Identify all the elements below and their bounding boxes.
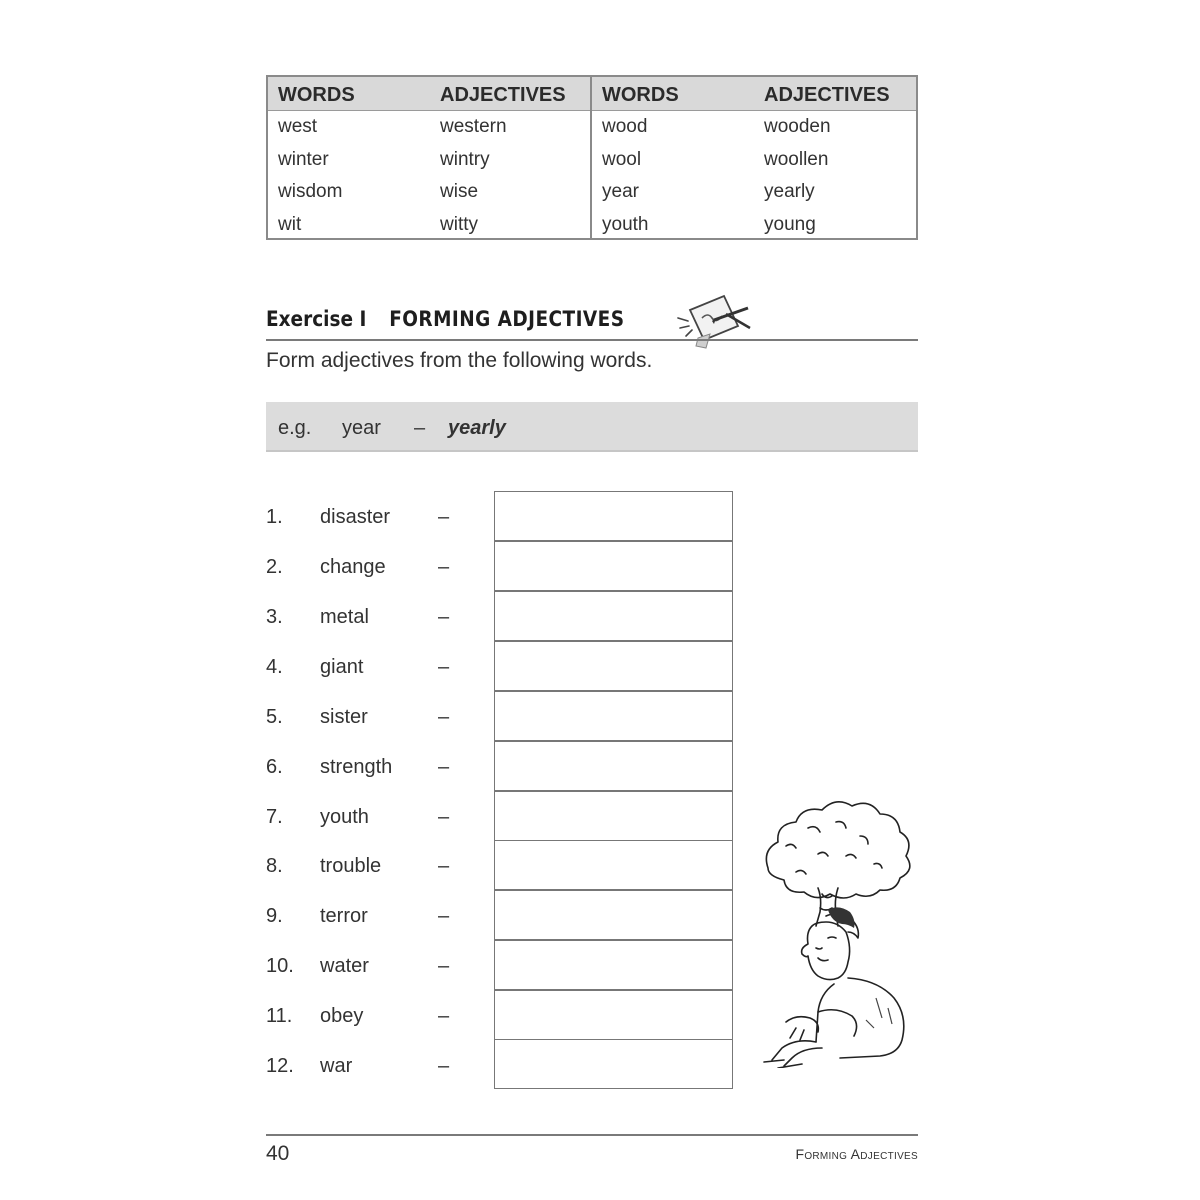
question-word: strength: [320, 756, 393, 778]
answer-box[interactable]: [494, 791, 733, 841]
question-number: 7.: [266, 806, 283, 828]
table-row: [592, 111, 916, 144]
adjective-cell: young: [764, 213, 816, 235]
answer-box[interactable]: [494, 641, 733, 691]
question-word: change: [320, 556, 386, 578]
answer-box[interactable]: [494, 990, 733, 1040]
example-answer: yearly: [448, 417, 506, 439]
adjective-cell: yearly: [764, 181, 815, 202]
question-number: 8.: [266, 855, 283, 877]
question-dash: –: [438, 756, 450, 778]
table-row: [592, 176, 916, 209]
word-cell: wit: [278, 213, 302, 235]
man-with-tree-on-head-illustration: [756, 798, 926, 1068]
answer-box[interactable]: [494, 741, 733, 791]
question-dash: –: [438, 656, 450, 678]
question-dash: –: [438, 506, 450, 528]
question-number: 3.: [266, 606, 283, 628]
word-cell: year: [602, 181, 639, 202]
pencil-paper-icon: [676, 288, 756, 354]
table-header: [592, 77, 916, 111]
adjective-cell: wooden: [764, 116, 831, 137]
vocabulary-table: [266, 75, 918, 240]
question-dash: –: [438, 855, 450, 877]
question-number: 9.: [266, 905, 283, 927]
header-adjectives: ADJECTIVES: [440, 84, 566, 106]
answer-box[interactable]: [494, 890, 733, 940]
question-dash: –: [438, 806, 450, 828]
example-word: year: [342, 417, 381, 439]
question-dash: –: [438, 1055, 450, 1077]
example-prefix: e.g.: [278, 417, 312, 439]
header-words: WORDS: [278, 84, 355, 106]
header-words: WORDS: [602, 84, 679, 106]
word-cell: wool: [602, 148, 642, 170]
answer-box[interactable]: [494, 691, 733, 741]
answer-box[interactable]: [494, 541, 733, 591]
example-box: [266, 402, 918, 452]
table-row: [268, 144, 590, 177]
word-cell: winter: [278, 148, 329, 170]
exercise-heading: [266, 307, 624, 331]
word-cell: youth: [602, 213, 649, 235]
question-number: 2.: [266, 556, 283, 578]
question-word: war: [320, 1055, 353, 1077]
question-number: 12.: [266, 1055, 294, 1077]
question-dash: –: [438, 556, 450, 578]
adjective-cell: wintry: [440, 148, 490, 170]
question-dash: –: [438, 706, 450, 728]
answer-box[interactable]: [494, 591, 733, 641]
word-cell: west: [278, 116, 318, 137]
question-number: 10.: [266, 955, 294, 977]
table-row: [268, 176, 590, 209]
question-number: 6.: [266, 756, 283, 778]
question-word: metal: [320, 606, 369, 628]
running-footer-title: Forming Adjectives: [795, 1146, 918, 1162]
vocabulary-table-left: [268, 77, 592, 238]
vocabulary-table-right: [592, 77, 916, 238]
question-dash: –: [438, 955, 450, 977]
exercise-instruction: Form adjectives from the following words.: [266, 349, 653, 372]
adjective-cell: western: [440, 116, 507, 137]
exercise-name: FORMING ADJECTIVES: [389, 307, 625, 331]
adjective-cell: wise: [440, 181, 479, 202]
exercise-label: Exercise I: [266, 307, 367, 331]
question-number: 4.: [266, 656, 283, 678]
adjective-cell: woollen: [764, 148, 829, 170]
answer-box[interactable]: [494, 1039, 733, 1089]
question-word: disaster: [320, 506, 391, 528]
example-dash: –: [414, 417, 426, 439]
page-number: 40: [266, 1142, 290, 1165]
footer-divider: [266, 1134, 918, 1136]
header-adjectives: ADJECTIVES: [764, 84, 890, 106]
question-word: water: [320, 955, 369, 977]
table-row: [268, 111, 590, 144]
table-row: [592, 209, 916, 242]
answer-box[interactable]: [494, 940, 733, 990]
question-dash: –: [438, 1005, 450, 1027]
question-word: obey: [320, 1005, 364, 1027]
question-word: trouble: [320, 855, 382, 877]
heading-divider: [266, 339, 918, 341]
table-row: [268, 209, 590, 242]
question-dash: –: [438, 905, 450, 927]
question-word: terror: [320, 905, 368, 927]
answer-box[interactable]: [494, 840, 733, 890]
word-cell: wood: [602, 116, 648, 137]
table-row: [592, 144, 916, 177]
table-header: [268, 77, 590, 111]
question-word: sister: [320, 706, 368, 728]
answer-box[interactable]: [494, 491, 733, 541]
question-number: 11.: [266, 1005, 293, 1027]
question-word: youth: [320, 806, 369, 828]
question-word: giant: [320, 656, 364, 678]
adjective-cell: witty: [440, 213, 478, 235]
question-number: 5.: [266, 706, 283, 728]
word-cell: wisdom: [278, 181, 343, 202]
question-dash: –: [438, 606, 450, 628]
question-number: 1.: [266, 506, 283, 528]
